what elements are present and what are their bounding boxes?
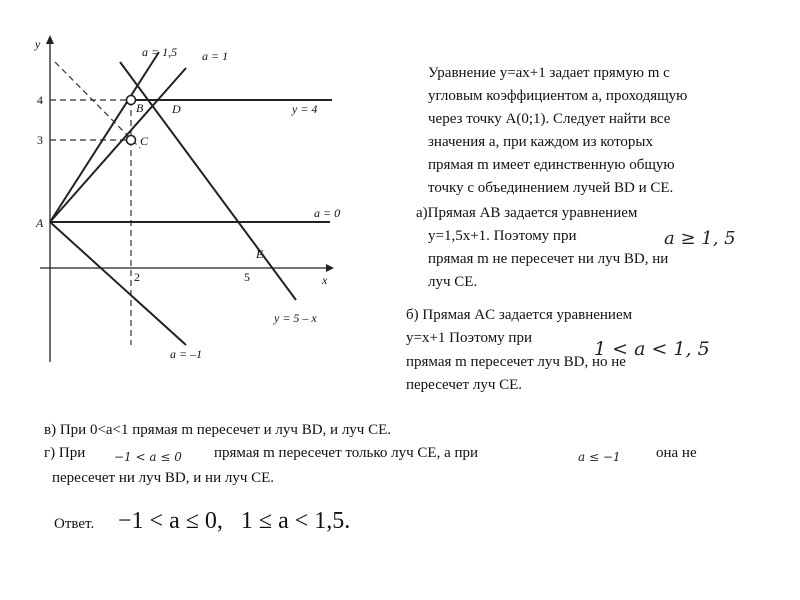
part-b-line-2: y=x+1 Поэтому при [406,330,532,346]
intro-line-2: угловым коэффициентом a, проходящую [428,88,688,104]
axis-y-label: y [35,37,41,51]
part-g-end: она не [656,445,697,461]
part-v-line-1: в) При 0<a<1 прямая m пересечет и луч BD, и луч CE. [44,422,392,438]
label-y-5-x: y = 5 – x [274,311,317,325]
tick-5: 5 [244,270,250,284]
part-a-formula: a ≥ 1, 5 [664,228,736,249]
tick-4: 4 [37,93,43,107]
answer-label: Ответ. [54,516,95,532]
part-a-line-2: y=1,5x+1. Поэтому при [428,228,577,244]
point-B-marker [127,96,136,105]
label-a-minus1: a = –1 [170,347,203,361]
label-a-1: a = 1 [202,49,229,63]
part-g-formula-1: −1 < a ≤ 0 [114,450,182,464]
part-g-start: г) При [44,445,86,461]
point-D-label: D [172,102,181,116]
part-b-line-3: прямая m пересечет луч BD, но не [406,354,626,370]
label-y-4: y = 4 [292,102,318,116]
point-C-label: C [140,134,149,148]
point-B-label: B [136,101,144,115]
intro-line-3: через точку A(0;1). Следует найти все [428,111,671,127]
point-A-label: A [36,216,44,230]
intro-line-1: Уравнение y=ax+1 задает прямую m с [428,65,670,81]
intro-line-6: точку с объединением лучей BD и CE. [428,180,674,196]
part-a-line-3: прямая m не пересечет ни луч BD, ни [428,251,669,267]
line-a-minus1 [50,222,186,345]
tick-2: 2 [134,270,140,284]
x-axis-arrow [326,264,334,272]
point-C-marker [127,136,136,145]
part-a-line-4: луч CE. [428,274,478,290]
part-b-line-1: б) Прямая AC задается уравнением [406,307,633,323]
part-b-formula: 1 < a < 1, 5 [594,338,710,360]
intro-line-4: значения a, при каждом из которых [428,134,654,150]
part-g-formula-2: a ≤ −1 [578,450,621,464]
part-g-mid: прямая m пересечет только луч CE, а при [214,445,479,461]
intro-line-5: прямая m имеет единственную общую [428,157,675,173]
line-y5x [120,62,296,300]
point-E-label: E [256,247,264,261]
part-a-line-1: а)Прямая AB задается уравнением [416,205,638,221]
answer-formula: −1 < a ≤ 0, 1 ≤ a < 1,5. [118,508,351,534]
part-b-line-4: пересечет луч CE. [406,377,523,393]
label-a-1.5: a = 1,5 [142,45,178,59]
y-axis-arrow [46,35,54,44]
part-g-line-2: пересечет ни луч BD, и ни луч CE. [52,470,275,486]
line-a-1 [50,68,186,222]
label-a-0: a = 0 [314,206,341,220]
tick-3: 3 [37,133,43,147]
axis-x-label: x [322,273,328,287]
lines [50,52,332,345]
